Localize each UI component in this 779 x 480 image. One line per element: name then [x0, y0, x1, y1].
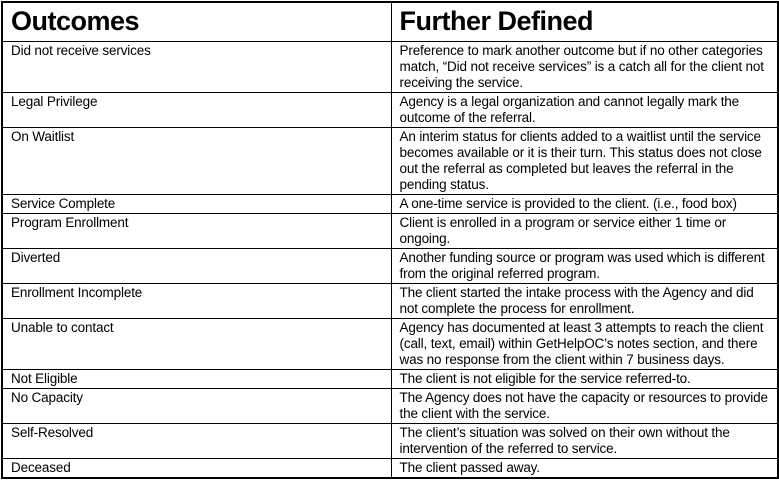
outcome-cell: Program Enrollment	[2, 214, 391, 249]
definition-cell: The Agency does not have the capacity or resources to provide the client with the service.	[391, 389, 778, 424]
outcome-cell: Not Eligible	[2, 370, 391, 389]
outcome-cell: Did not receive services	[2, 42, 391, 93]
outcome-cell: Self-Resolved	[2, 424, 391, 459]
outcome-cell: Service Complete	[2, 195, 391, 214]
definition-cell: Client is enrolled in a program or service either 1 time or ongoing.	[391, 214, 778, 249]
table-row	[2, 370, 778, 389]
table-row	[2, 389, 778, 424]
table-row	[2, 319, 778, 370]
table-row	[2, 93, 778, 128]
table-row	[2, 195, 778, 214]
definition-cell: Another funding source or program was used which is different from the original referred program.	[391, 249, 778, 284]
outcome-cell: No Capacity	[2, 389, 391, 424]
table-row	[2, 424, 778, 459]
outcome-cell: Unable to contact	[2, 319, 391, 370]
header-row	[2, 2, 778, 42]
table-row	[2, 459, 778, 479]
outcome-cell: Deceased	[2, 459, 391, 479]
outcome-cell: Legal Privilege	[2, 93, 391, 128]
table-row	[2, 214, 778, 249]
definition-cell: An interim status for clients added to a waitlist until the service becomes available or it is their turn. This status does not close out the referral as completed but leaves the referral in the pending status.	[391, 128, 778, 195]
table-row	[2, 42, 778, 93]
table-row	[2, 249, 778, 284]
table-row	[2, 284, 778, 319]
definition-cell: The client passed away.	[391, 459, 778, 479]
further-defined-column-header: Further Defined	[391, 2, 778, 42]
definition-cell: Agency is a legal organization and cannot legally mark the outcome of the referral.	[391, 93, 778, 128]
outcomes-column-header: Outcomes	[2, 2, 391, 42]
definition-cell: The client’s situation was solved on their own without the intervention of the referred to service.	[391, 424, 778, 459]
definition-cell: The client is not eligible for the service referred-to.	[391, 370, 778, 389]
outcomes-table	[1, 1, 779, 479]
outcome-cell: Enrollment Incomplete	[2, 284, 391, 319]
definition-cell: The client started the intake process with the Agency and did not complete the process for enrollment.	[391, 284, 778, 319]
definition-cell: Preference to mark another outcome but if no other categories match, “Did not receive services” is a catch all for the client not receiving the service.	[391, 42, 778, 93]
table-row	[2, 128, 778, 195]
outcome-cell: On Waitlist	[2, 128, 391, 195]
outcome-cell: Diverted	[2, 249, 391, 284]
definition-cell: A one-time service is provided to the client. (i.e., food box)	[391, 195, 778, 214]
definition-cell: Agency has documented at least 3 attempts to reach the client (call, text, email) within GetHelpOC’s notes section, and there was no response from the client within 7 business days.	[391, 319, 778, 370]
